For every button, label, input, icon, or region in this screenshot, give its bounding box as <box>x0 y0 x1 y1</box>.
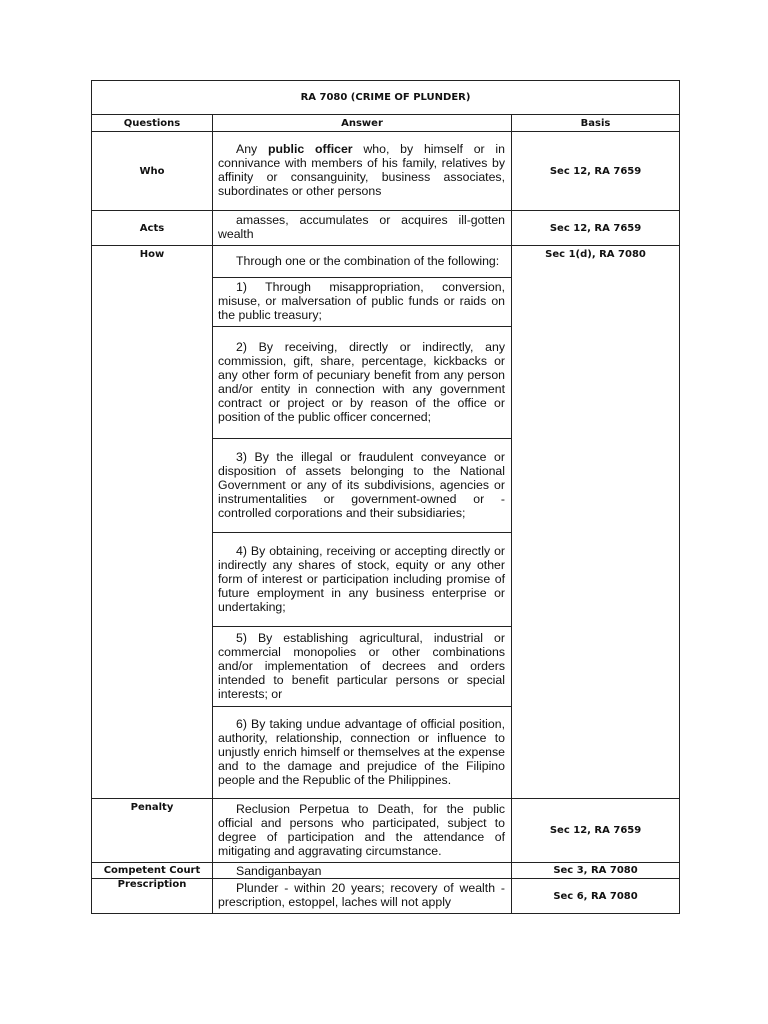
answer-who-bold: public officer <box>268 142 353 156</box>
answer-prescription <box>213 879 512 914</box>
basis-who: Sec 12, RA 7659 <box>512 132 680 211</box>
answer-how-item-1 <box>213 278 512 327</box>
header-questions: Questions <box>92 115 213 132</box>
table-row <box>92 211 680 246</box>
answer-who-post: who, by himself or in connivance with members of his family, relatives by affinity or consanguinity, business associates, subordinates or other persons <box>218 142 506 198</box>
header-basis: Basis <box>512 115 680 132</box>
answer-how-intro-text: Through one or the combination of the following: <box>236 253 500 268</box>
row-label-how: How <box>92 246 213 799</box>
answer-how-item-5 <box>213 627 512 707</box>
basis-penalty: Sec 12, RA 7659 <box>512 799 680 863</box>
answer-court <box>213 863 512 879</box>
basis-acts: Sec 12, RA 7659 <box>512 211 680 246</box>
answer-how-item-6-text: 6) By taking undue advantage of official position, authority, relationship, connection or influence to unjustly enrich himself or themselves at the expense and to the damage and prejudice of the Filipino people and the Republic of the Philippines. <box>218 716 505 787</box>
answer-who <box>213 132 512 211</box>
basis-how: Sec 1(d), RA 7080 <box>512 246 680 799</box>
answer-how-item-6 <box>213 707 512 799</box>
answer-how-item-5-text: 5) By establishing agricultural, industrial or commercial monopolies or other combinations and/or implementation of decrees and orders intended to benefit particular persons or special interests; or <box>218 630 505 701</box>
plunder-table <box>91 80 680 914</box>
row-label-penalty: Penalty <box>92 799 213 863</box>
answer-how-item-3 <box>213 439 512 533</box>
row-label-court: Competent Court <box>92 863 213 879</box>
answer-how-intro <box>213 246 512 278</box>
table-row <box>92 799 680 863</box>
table-row <box>92 246 680 278</box>
row-label-prescription: Prescription <box>92 879 213 914</box>
basis-court: Sec 3, RA 7080 <box>512 863 680 879</box>
answer-court-text: Sandiganbayan <box>236 863 322 878</box>
answer-acts <box>213 211 512 246</box>
table-row <box>92 132 680 211</box>
answer-how-item-4-text: 4) By obtaining, receiving or accepting directly or indirectly any shares of stock, equity or any other form of interest or participation including promise of future employment in any business enterprise or undertaking; <box>218 543 505 614</box>
row-label-acts: Acts <box>92 211 213 246</box>
answer-who-pre: Any <box>236 142 268 156</box>
answer-how-item-1-text: 1) Through misappropriation, conversion, misuse, or malversation of public funds or raids on the public treasury; <box>218 280 505 322</box>
table-row <box>92 879 680 914</box>
answer-acts-text: amasses, accumulates or acquires ill-gotten wealth <box>218 213 505 241</box>
answer-how-item-3-text: 3) By the illegal or fraudulent conveyance or disposition of assets belonging to the National Government or any of its subdivisions, agencies or instrumentalities or government-owned or -controlled corporations and their subsidiaries; <box>218 449 505 520</box>
answer-penalty-text: Reclusion Perpetua to Death, for the public official and persons who participated, subject to degree of participation and the attendance of mitigating and aggravating circumstance. <box>218 801 505 858</box>
answer-how-item-4 <box>213 533 512 627</box>
document-page <box>91 80 679 914</box>
table-row <box>92 863 680 879</box>
header-answer: Answer <box>213 115 512 132</box>
answer-how-item-2 <box>213 327 512 439</box>
answer-prescription-text: Plunder - within 20 years; recovery of wealth - prescription, estoppel, laches will not apply <box>218 881 505 909</box>
table-title: RA 7080 (CRIME OF PLUNDER) <box>92 81 680 115</box>
row-label-who: Who <box>92 132 213 211</box>
basis-prescription: Sec 6, RA 7080 <box>512 879 680 914</box>
answer-how-item-2-text: 2) By receiving, directly or indirectly, any commission, gift, share, percentage, kickbacks or any other form of pecuniary benefit from any person and/or entity in connection with any government contract or project or by reason of the office or position of the public officer concerned; <box>218 339 505 424</box>
answer-penalty <box>213 799 512 863</box>
